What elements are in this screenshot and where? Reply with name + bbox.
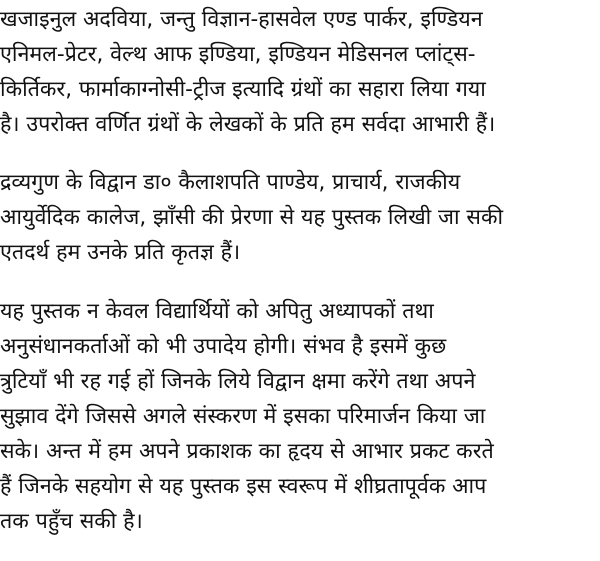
text-line: सके। अन्त में हम अपने प्रकाशक का हृदय से आभार प्रकट करते — [0, 439, 494, 464]
text-line: सुझाव देंगे जिससे अगले संस्करण में इसका परिमार्जन किया जा — [0, 404, 486, 429]
text-line: एनिमल-प्रेटर, वेल्थ आफ इण्डिया, इण्डियन मेडिसनल प्लांट्स- — [0, 42, 476, 67]
text-line: अनुसंधानकर्ताओं को भी उपादेय होगी। संभव है इसमें कुछ — [0, 334, 447, 359]
text-line: द्रव्यगुण के विद्वान डा० कैलाशपति पाण्डेय, प्राचार्य, राजकीय — [0, 170, 461, 195]
text-line: हैं जिनके सहयोग से यह पुस्तक इस स्वरूप में शीघ्रतापूर्वक आप — [0, 474, 487, 499]
text-line: तक पहुँच सकी है। — [0, 509, 143, 534]
text-line: खजाइनुल अदविया, जन्तु विज्ञान-हासवेल एण्ड पार्कर, इण्डियन — [0, 7, 483, 32]
text-line: एतदर्थ हम उनके प्रति कृतज्ञ हैं। — [0, 240, 241, 265]
text-line: किर्तिकर, फार्माकाग्नोसी-ट्रीज इत्यादि ग्रंथों का सहारा लिया गया — [0, 77, 486, 102]
text-line: है। उपरोक्त वर्णित ग्रंथों के लेखकों के प्रति हम सर्वदा आभारी हैं। — [0, 112, 496, 137]
text-line: आयुर्वेदिक कालेज, झाँसी की प्रेरणा से यह पुस्तक लिखी जा सकी — [0, 205, 504, 230]
text-line: यह पुस्तक न केवल विद्यार्थियों को अपितु अध्यापकों तथा — [0, 299, 434, 324]
text-line: त्रुटियाँ भी रह गई हों जिनके लिये विद्वान क्षमा करेंगे तथा अपने — [0, 369, 476, 394]
